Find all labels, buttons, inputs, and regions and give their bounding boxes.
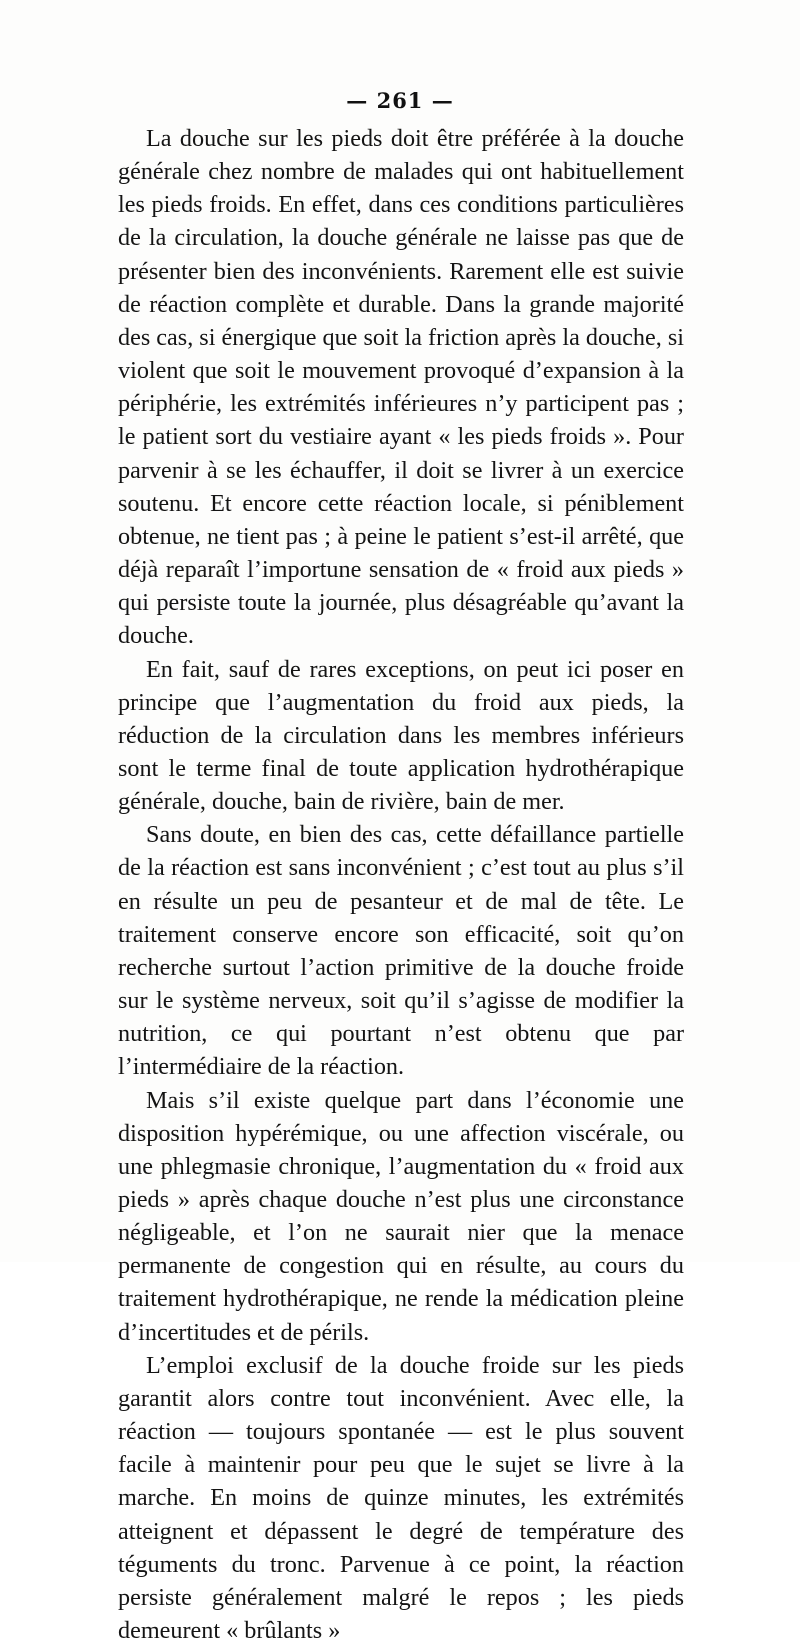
paragraph-3: Sans doute, en bien des cas, cette défaillance partielle de la réaction est sans inconvénient ; c’est tout au plus s’il en résulte un peu de pesanteur et de mal de tête. Le traitement conserve encore son efficacité, soit qu’on recherche surtout l’action primitive de la douche froide sur le système nerveux, soit qu’il s’agisse de modifier la nutrition, ce qui pourtant n’est obtenu que par l’intermédiaire de la réaction.: [118, 821, 684, 1081]
paragraph-1: La douche sur les pieds doit être préférée à la douche générale chez nombre de malades qui ont habituellement les pieds froids. En effet, dans ces conditions particulières de la circulation, la douche générale ne laisse pas que de présenter bien des inconvénients. Rarement elle est suivie de réaction complète et durable. Dans la grande majorité des cas, si énergique que soit la friction après la douche, si violent que soit le mouvement provoqué d’expansion à la périphérie, les extrémités inférieures n’y participent pas ; le patient sort du vestiaire ayant « les pieds froids ». Pour parvenir à se les échauffer, il doit se livrer à un exercice soutenu. Et encore cette réaction locale, si péniblement obtenue, ne tient pas ; à peine le patient s’est-il arrêté, que déjà reparaît l’importune sensation de « froid aux pieds » qui persiste toute la journée, plus désagréable qu’avant la douche.: [118, 125, 684, 650]
paragraph-5: L’emploi exclusif de la douche froide sur les pieds garantit alors contre tout inconvénient. Avec elle, la réaction — toujours spontanée — est le plus souvent facile à maintenir pour peu que le sujet se livre à la marche. En moins de quinze minutes, les extrémités atteignent et dépassent le degré de température des téguments du tronc. Parvenue à ce point, la réaction persiste généralement malgré le repos ; les pieds demeurent « brûlants »: [118, 1351, 684, 1645]
page-number: — 261 —: [346, 88, 454, 113]
body-text: [118, 122, 684, 1647]
paragraph-2: En fait, sauf de rares exceptions, on peut ici poser en principe que l’augmentation du froid aux pieds, la réduction de la circulation dans les membres inférieurs sont le terme final de toute application hydrothérapique générale, douche, bain de rivière, bain de mer.: [118, 655, 684, 816]
paragraph-4: Mais s’il existe quelque part dans l’économie une disposition hypérémique, ou une affection viscérale, ou une phlegmasie chronique, l’augmentation du « froid aux pieds » après chaque douche n’est plus une circonstance négligeable, et l’on ne saurait nier que la menace permanente de congestion qui en résulte, au cours du traitement hydrothérapique, ne rende la médication pleine d’incertitudes et de périls.: [118, 1086, 684, 1346]
